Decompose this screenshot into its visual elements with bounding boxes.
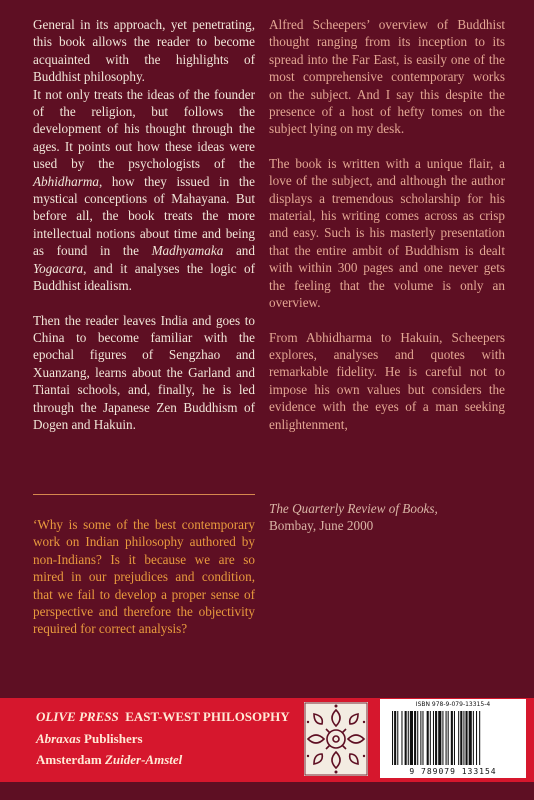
review-paragraph-3: From Abhidharma to Hakuin, Scheepers explores, analyses and quotes with remarkable fidelity. He is careful not to impose his own values but considers the evidence with the eyes of a man seeking enlightenment, (269, 329, 505, 432)
barcode-bar (460, 711, 462, 765)
barcode-bar (466, 711, 468, 765)
ornament-emblem (304, 702, 368, 776)
barcode-bar (427, 711, 429, 765)
barcode-bar (473, 711, 474, 765)
barcode-number: 9 789079 133154 (409, 767, 497, 776)
barcode-bar (463, 711, 464, 765)
barcode-bar (392, 711, 393, 765)
barcode-bar (438, 711, 441, 765)
barcode-bar (401, 711, 402, 765)
publisher-info (36, 706, 290, 771)
review-place-date: Bombay, June 2000 (269, 518, 374, 534)
bottom-strip (0, 782, 534, 800)
barcode-bar (394, 711, 396, 765)
barcode-bar (405, 711, 407, 765)
barcode-bar (422, 711, 423, 765)
barcode-bar (433, 711, 434, 765)
ornament-pattern-icon (304, 702, 368, 776)
publisher-line-2: Abraxas Publishers (36, 730, 143, 746)
isbn-label: ISBN 978-9-079-13315-4 (415, 701, 491, 708)
barcode-bar (458, 711, 459, 765)
barcode-bar (408, 711, 409, 765)
barcode-bar (448, 711, 449, 765)
publisher-line-1: OLIVE PRESS EAST-WEST PHILOSOPHY (36, 709, 290, 724)
barcode-bar (435, 711, 437, 765)
barcode-bar (397, 711, 398, 765)
description-paragraph-2: Then the reader leaves India and goes to China to become familiar with the epochal figures of Sengzhao and Xuanzang, learns about the Garland and Tiantai schools, and, finally, he is led through the Japanese Zen Buddhism of Dogen and Hakuin. (33, 312, 255, 432)
divider-rule (33, 494, 255, 495)
review-source (269, 500, 505, 535)
barcode-bar (451, 711, 453, 765)
barcode-bar (476, 711, 477, 765)
barcode-bar (454, 711, 455, 765)
review-publication: The Quarterly Review of Books, (269, 501, 438, 516)
barcode-bar (446, 711, 447, 765)
barcode-bar (442, 711, 443, 765)
review-paragraph-2: The book is written with a unique flair, a love of the subject, and although the author displays a tremendous scholarship for his material, his writing comes across as crisp and easy. Such is his masterly presentation that the entire ambit of Buddhism is dealt with within 300 pages and one never gets the feeling that the volume is only an overview. (269, 155, 505, 311)
barcode-bar (410, 711, 413, 765)
description-column (33, 16, 255, 433)
barcode-bar (417, 711, 418, 765)
barcode-bar (469, 711, 472, 765)
review-paragraph-1: Alfred Scheepers’ overview of Buddhist thought ranging from its inception to its spread into the Far East, is easily one of the most comprehensive contemporary works on the subject. And I say this despite the presence of a host of hefty tomes on the subject lying on my desk. (269, 17, 505, 137)
indian-philosophy-quote: ‘Why is some of the best contemporary work on Indian philosophy authored by non-Indians? Is it because we are so mired in our prejudices and condition, that we fail to develop a proper sense of perspective and therefore the objectivity required for correct analysis? (33, 517, 255, 637)
barcode-bar (420, 711, 421, 765)
review-column (269, 16, 505, 433)
description-paragraph-1: General in its approach, yet penetrating, this book allows the reader to become acquainted with the highlights of Buddhist philosophy. It not only treats the ideas of the founder of the religion, but follows the development of his thought through the ages. It points out how these ideas were used by the psychologists of the Abhidharma, how they issued in the mystical conceptions of Mahayana. But before all, the book treats the more intellectual notions about time and being as found in the Madhyamaka and Yogacara, and it analyses the logic of Buddhist idealism. (33, 17, 255, 294)
barcode-bar (430, 711, 431, 765)
publisher-line-3: Amsterdam Zuider-Amstel (36, 752, 183, 767)
barcode-bar (479, 711, 480, 765)
barcode-bar (414, 711, 416, 765)
barcode-box (380, 699, 526, 778)
